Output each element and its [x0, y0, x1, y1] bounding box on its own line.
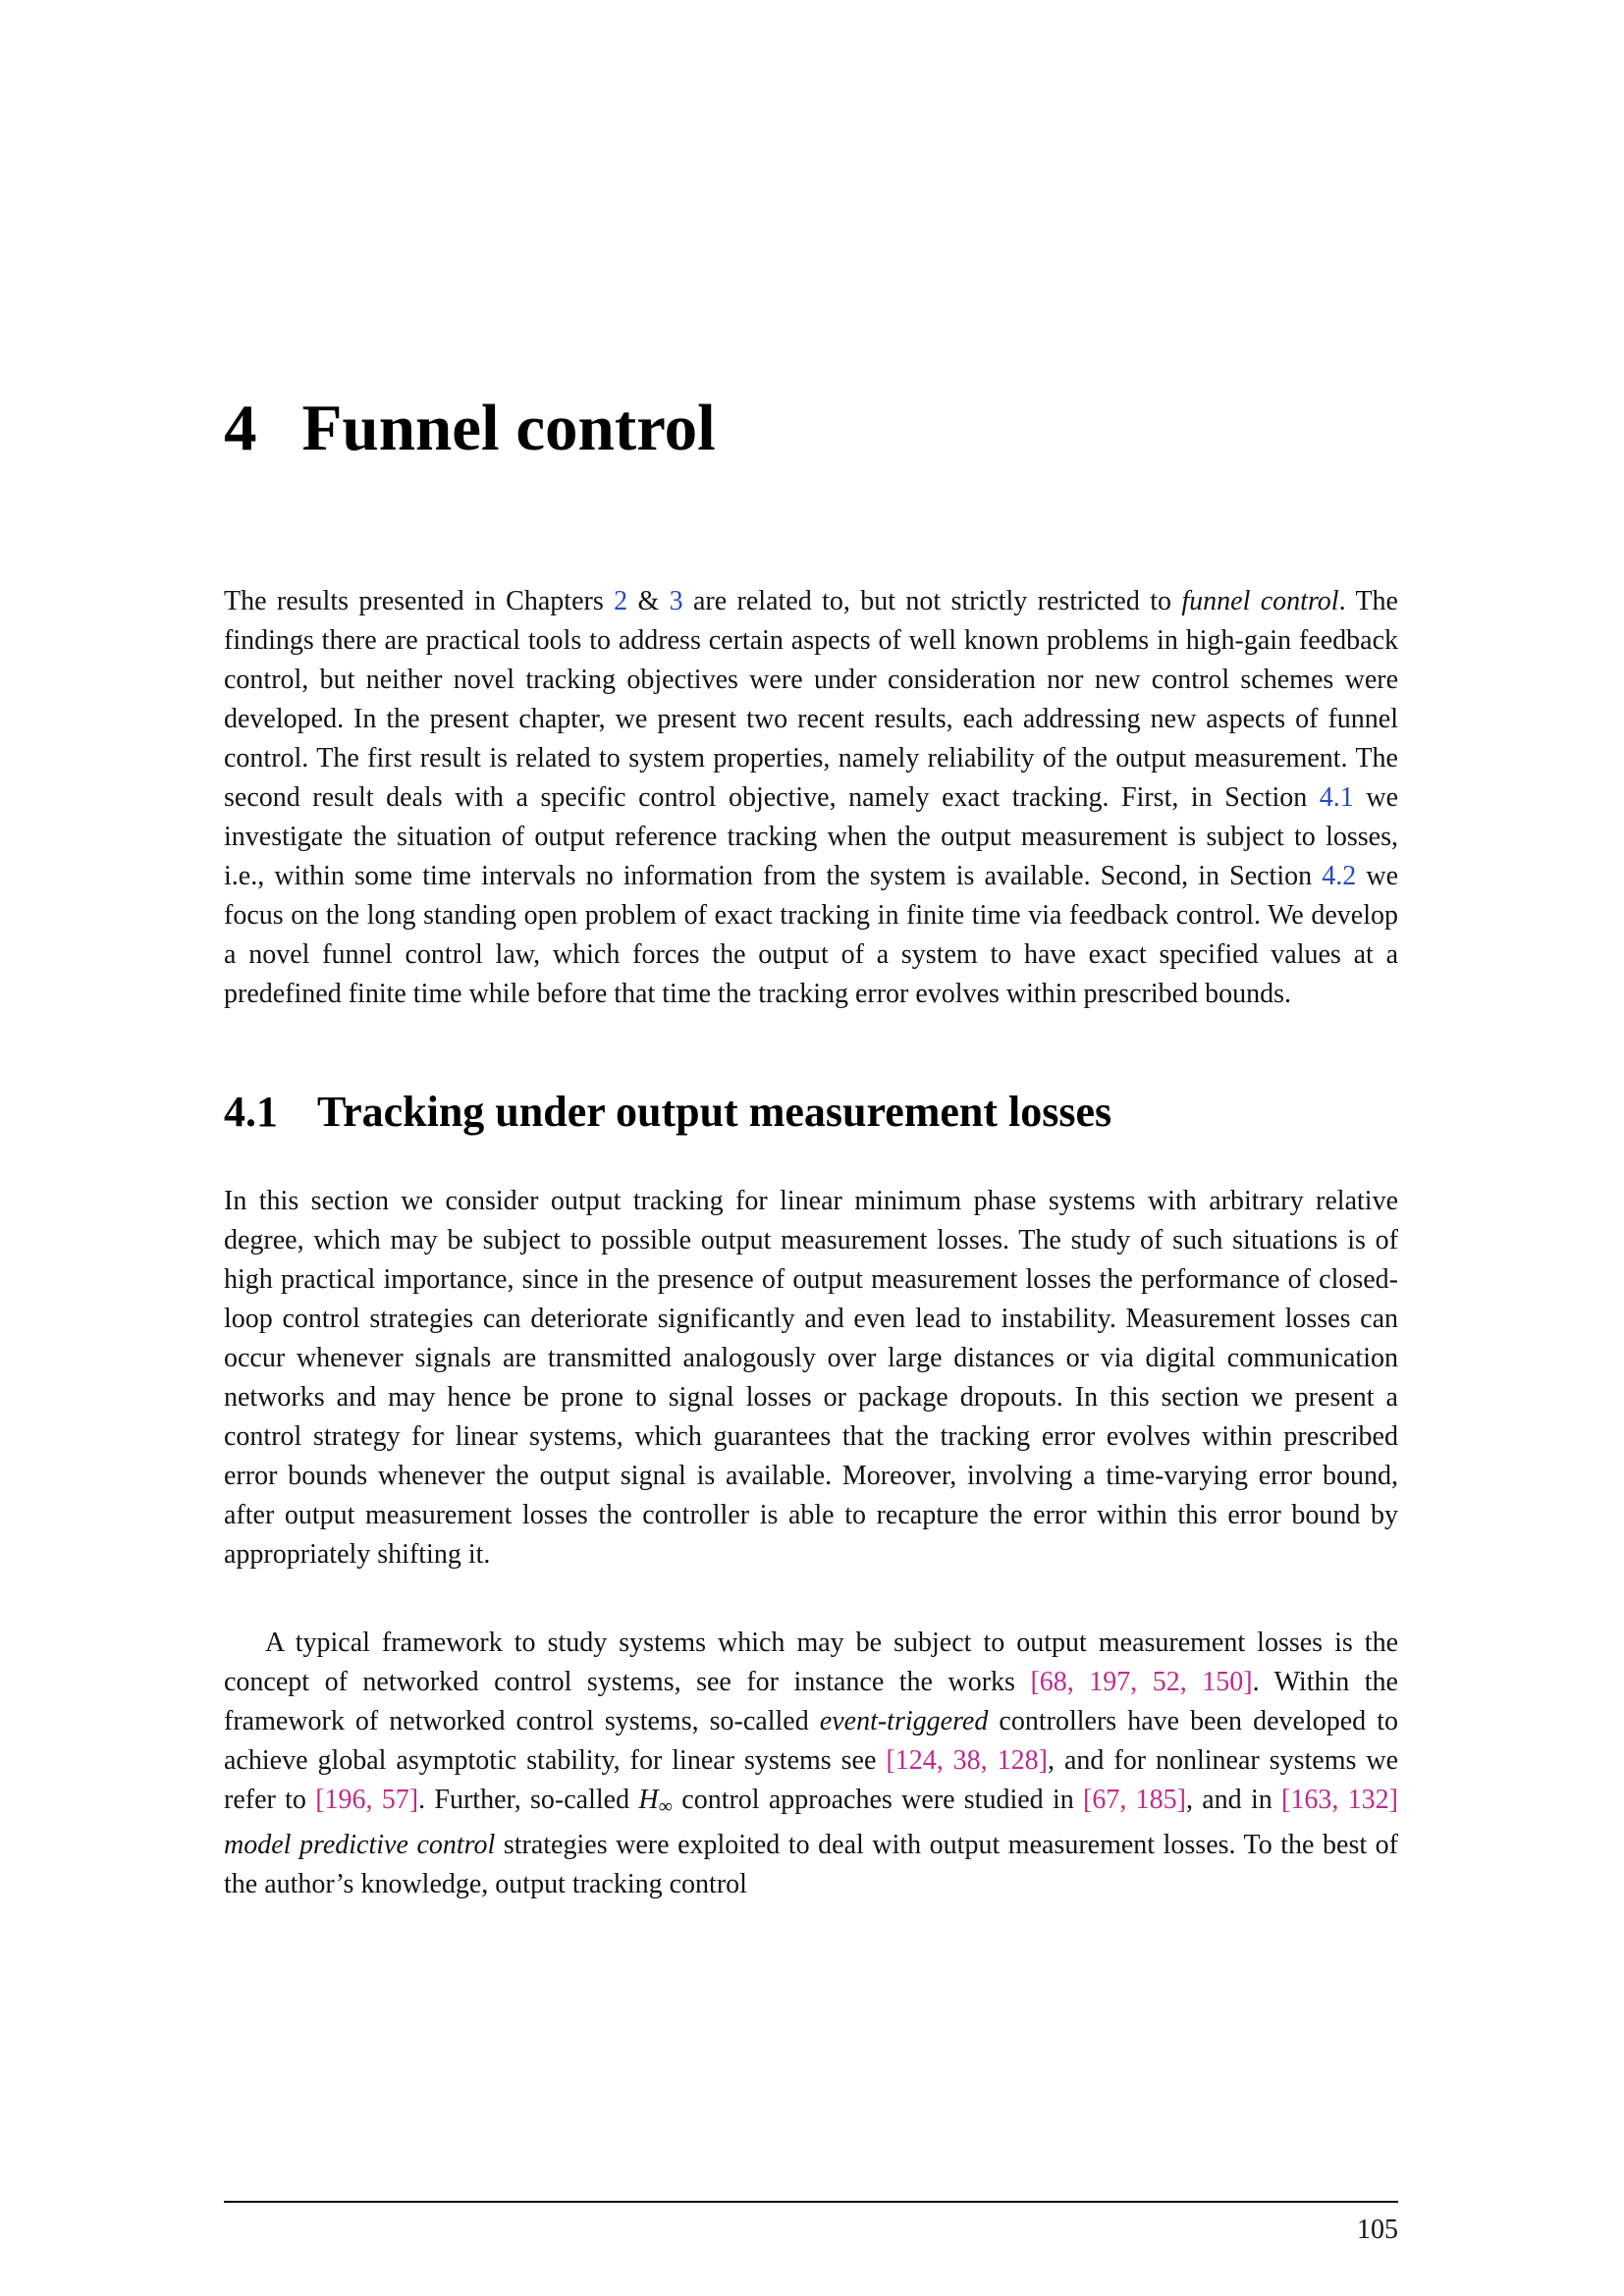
- page-footer: [224, 2201, 1398, 2246]
- text-segment: . Within the framework of networked control systems, so-called: [224, 1667, 1398, 1736]
- citation-link[interactable]: [124, 38, 128]: [886, 1745, 1048, 1776]
- text-segment: strategies were exploited to deal with output measurement losses. To the best of the author’s knowledge, output tracking control: [224, 1830, 1399, 1900]
- footer-rule: [224, 2201, 1398, 2203]
- citation-link[interactable]: [68, 197, 52, 150]: [1030, 1667, 1253, 1697]
- text-segment: are related to, but not strictly restricted to: [682, 586, 1182, 616]
- citation-link[interactable]: [163, 132]: [1281, 1785, 1398, 1815]
- text-segment: The results presented in Chapters: [224, 586, 615, 616]
- section-title: Tracking under output measurement losses: [317, 1088, 1112, 1136]
- math-subscript: ∞: [658, 1795, 673, 1818]
- paragraph-intro: [224, 582, 1398, 1014]
- text-segment: we investigate the situation of output reference tracking when the output measurement is subject to losses, i.e., within some time intervals no information from the system is available. Second, in Section: [224, 782, 1398, 891]
- text-segment: &: [627, 586, 670, 616]
- text-segment: control approaches were studied in: [672, 1785, 1084, 1815]
- text-segment: H: [638, 1785, 659, 1815]
- text-segment: event-triggered: [819, 1706, 989, 1736]
- text-segment: we focus on the long standing open problem of exact tracking in finite time via feedback control. We develop a novel funnel control law, which forces the output of a system to have exact specified values at a predefined finite time while before that time the tracking error evolves within prescribed bounds.: [224, 861, 1398, 1009]
- text-segment: model predictive control: [224, 1830, 496, 1861]
- chapter-heading: [224, 391, 1398, 466]
- section-reference-link[interactable]: 2: [614, 586, 628, 616]
- text-segment: controllers have been developed to achieve global asymptotic stability, for linear systems see: [224, 1706, 1398, 1776]
- citation-link[interactable]: [196, 57]: [315, 1785, 419, 1815]
- section-reference-link[interactable]: 4.1: [1319, 782, 1354, 813]
- text-segment: , and for nonlinear systems we refer to: [224, 1745, 1399, 1815]
- text-segment: In this section we consider output tracking for linear minimum phase systems with arbitrary relative degree, which may be subject to possible output measurement losses. The study of such situations is of high practical importance, since in the presence of output measurement losses the performance of closed-loop control strategies can deteriorate significantly and even lead to instability. Measurement losses can occur whenever signals are transmitted analogously over large distances or via digital communication networks and may hence be prone to signal losses or package dropouts. In this section we present a control strategy for linear systems, which guarantees that the tracking error evolves within prescribed error bounds whenever the output signal is available. Moreover, involving a time-varying error bound, after output measurement losses the controller is able to recapture the error within this error bound by appropriately shifting it.: [224, 1186, 1398, 1570]
- page-number: 105: [1357, 2215, 1398, 2245]
- section-reference-link[interactable]: 3: [669, 586, 683, 616]
- section-number: 4.1: [224, 1088, 278, 1136]
- paragraph-related-work: [224, 1624, 1398, 1904]
- text-segment: . The findings there are practical tools to address certain aspects of well known problems in high-gain feedback control, but neither novel tracking objectives were under consideration nor new control schemes were developed. In the present chapter, we present two recent results, each addressing new aspects of funnel control. The first result is related to system properties, namely reliability of the output measurement. The second result deals with a specific control objective, namely exact tracking. First, in Section: [224, 586, 1398, 813]
- text-segment: funnel control: [1181, 586, 1339, 616]
- text-segment: , and in: [1185, 1785, 1282, 1815]
- section-heading: [224, 1087, 1398, 1137]
- text-segment: . Further, so-called: [418, 1785, 639, 1815]
- section-reference-link[interactable]: 4.2: [1322, 861, 1357, 891]
- chapter-title: Funnel control: [301, 392, 716, 464]
- chapter-number: 4: [224, 392, 257, 464]
- citation-link[interactable]: [67, 185]: [1083, 1785, 1186, 1815]
- text-column: [224, 391, 1398, 1904]
- paragraph-section-body: [224, 1182, 1398, 1575]
- text-segment: A typical framework to study systems which may be subject to output measurement losses is the concept of networked control systems, see for instance the works: [224, 1628, 1398, 1697]
